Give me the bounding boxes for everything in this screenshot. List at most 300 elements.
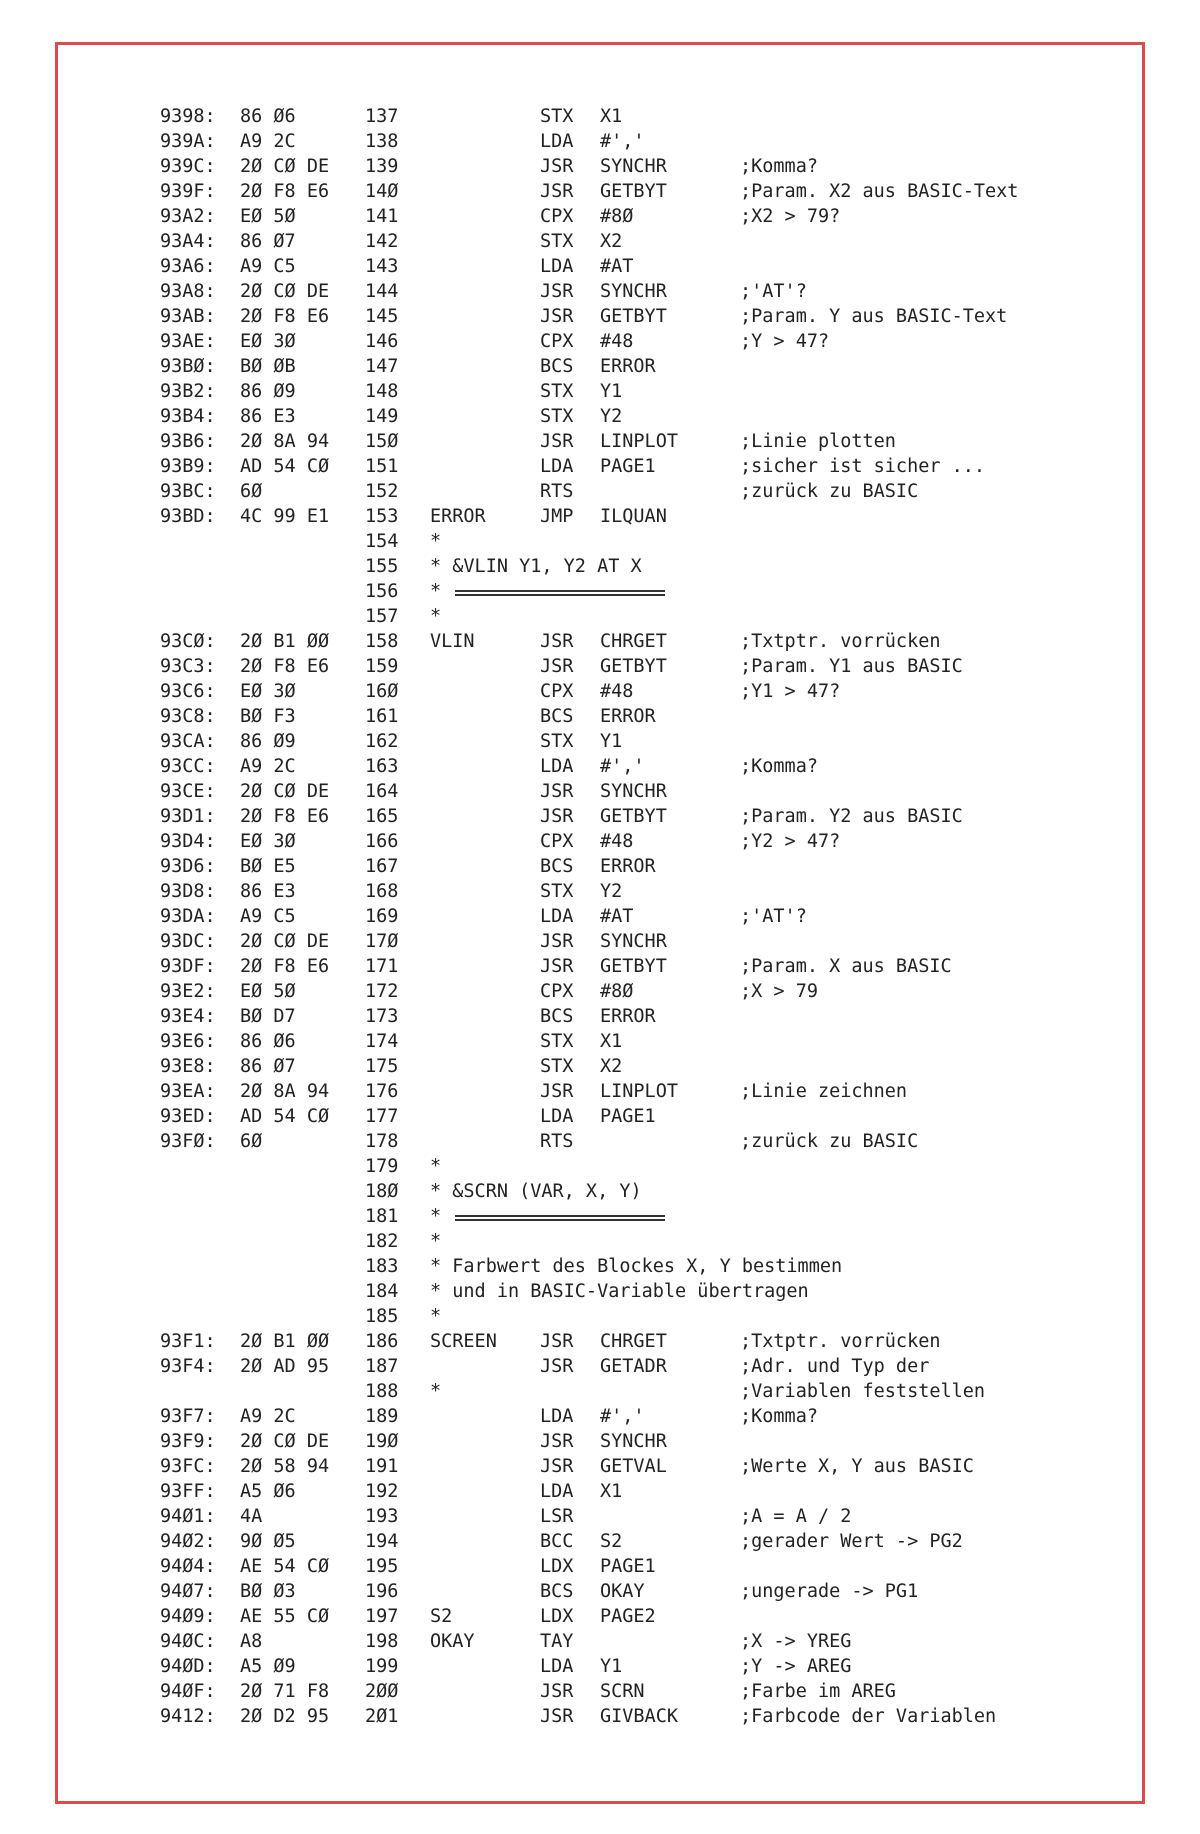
comment: ;Y2 > 47? xyxy=(740,831,841,852)
listing-row xyxy=(160,754,1100,779)
listing-row xyxy=(160,804,1100,829)
mnemonic: JSR xyxy=(540,806,574,827)
mnemonic: LDA xyxy=(540,131,574,152)
comment: ;Param. X2 aus BASIC-Text xyxy=(740,181,1019,202)
opcode-bytes: AE 55 CØ xyxy=(240,1606,330,1627)
operand: #8Ø xyxy=(600,981,634,1002)
address: 93BØ: xyxy=(160,356,216,377)
mnemonic: LDA xyxy=(540,256,574,277)
line-number: 143 xyxy=(365,256,399,277)
listing-row xyxy=(160,229,1100,254)
comment: ;Adr. und Typ der xyxy=(740,1356,930,1377)
mnemonic: JSR xyxy=(540,1706,574,1727)
opcode-bytes: 6Ø xyxy=(240,1131,263,1152)
line-number: 153 xyxy=(365,506,399,527)
listing-row xyxy=(160,379,1100,404)
mnemonic: BCS xyxy=(540,1581,574,1602)
mnemonic: JSR xyxy=(540,931,574,952)
listing-row xyxy=(160,854,1100,879)
listing-row xyxy=(160,1029,1100,1054)
address: 93F4: xyxy=(160,1356,216,1377)
address: 93C6: xyxy=(160,681,216,702)
listing-row xyxy=(160,879,1100,904)
line-number: 184 xyxy=(365,1281,399,1302)
mnemonic: LDA xyxy=(540,906,574,927)
opcode-bytes: AE 54 CØ xyxy=(240,1556,330,1577)
operand: Y2 xyxy=(600,406,623,427)
mnemonic: BCS xyxy=(540,856,574,877)
mnemonic: STX xyxy=(540,406,574,427)
comment: ;Txtptr. vorrücken xyxy=(740,631,941,652)
mnemonic: LDX xyxy=(540,1556,574,1577)
opcode-bytes: 86 Ø6 xyxy=(240,1031,296,1052)
address: 94Ø9: xyxy=(160,1606,216,1627)
comment: ;Linie zeichnen xyxy=(740,1081,908,1102)
address: 93CC: xyxy=(160,756,216,777)
listing-row xyxy=(160,1154,1100,1179)
line-number: 165 xyxy=(365,806,399,827)
line-number: 151 xyxy=(365,456,399,477)
comment: ;Werte X, Y aus BASIC xyxy=(740,1456,974,1477)
mnemonic: BCS xyxy=(540,1006,574,1027)
address: 93A2: xyxy=(160,206,216,227)
listing-row xyxy=(160,1404,1100,1429)
operand: #',' xyxy=(600,756,645,777)
address: 93D4: xyxy=(160,831,216,852)
address: 93BC: xyxy=(160,481,216,502)
opcode-bytes: 86 Ø7 xyxy=(240,1056,296,1077)
operand: CHRGET xyxy=(600,1331,667,1352)
mnemonic: BCS xyxy=(540,706,574,727)
address: 94Ø7: xyxy=(160,1581,216,1602)
listing-row xyxy=(160,779,1100,804)
listing-row xyxy=(160,504,1100,529)
opcode-bytes: 6Ø xyxy=(240,481,263,502)
listing-row xyxy=(160,604,1100,629)
comment: ;Komma? xyxy=(740,1406,818,1427)
opcode-bytes: 9Ø Ø5 xyxy=(240,1531,296,1552)
operand: Y1 xyxy=(600,1656,623,1677)
line-number: 175 xyxy=(365,1056,399,1077)
mnemonic: JSR xyxy=(540,781,574,802)
address: 93E4: xyxy=(160,1006,216,1027)
opcode-bytes: A5 Ø9 xyxy=(240,1656,296,1677)
listing-row xyxy=(160,1379,1100,1404)
listing-row xyxy=(160,254,1100,279)
comment: ;'AT'? xyxy=(740,906,807,927)
listing-row xyxy=(160,1479,1100,1504)
line-number: 193 xyxy=(365,1506,399,1527)
mnemonic: TAY xyxy=(540,1631,574,1652)
comment: ;X -> YREG xyxy=(740,1631,852,1652)
line-number: 191 xyxy=(365,1456,399,1477)
comment: ;A = A / 2 xyxy=(740,1506,852,1527)
listing-row xyxy=(160,1704,1100,1729)
operand: ERROR xyxy=(600,856,656,877)
line-number: 14Ø xyxy=(365,181,399,202)
listing-row xyxy=(160,1529,1100,1554)
address: 93A4: xyxy=(160,231,216,252)
listing-row xyxy=(160,1504,1100,1529)
opcode-bytes: 2Ø 8A 94 xyxy=(240,431,330,452)
line-number: 149 xyxy=(365,406,399,427)
address: 93E8: xyxy=(160,1056,216,1077)
address: 93F1: xyxy=(160,1331,216,1352)
listing-row xyxy=(160,1004,1100,1029)
line-number: 15Ø xyxy=(365,431,399,452)
opcode-bytes: AD 54 CØ xyxy=(240,1106,330,1127)
listing-row xyxy=(160,1354,1100,1379)
mnemonic: STX xyxy=(540,231,574,252)
line-number: 154 xyxy=(365,531,399,552)
address: 9412: xyxy=(160,1706,216,1727)
opcode-bytes: A9 2C xyxy=(240,756,296,777)
mnemonic: JSR xyxy=(540,281,574,302)
listing-row xyxy=(160,179,1100,204)
listing-row xyxy=(160,829,1100,854)
comment: ;ungerade -> PG1 xyxy=(740,1581,919,1602)
opcode-bytes: EØ 5Ø xyxy=(240,981,296,1002)
line-number: 155 xyxy=(365,556,399,577)
comment: ;Variablen feststellen xyxy=(740,1381,986,1402)
listing-row xyxy=(160,1429,1100,1454)
line-number: 163 xyxy=(365,756,399,777)
opcode-bytes: EØ 3Ø xyxy=(240,831,296,852)
opcode-bytes: 2Ø F8 E6 xyxy=(240,956,330,977)
line-number: 171 xyxy=(365,956,399,977)
line-number: 194 xyxy=(365,1531,399,1552)
listing-row xyxy=(160,1629,1100,1654)
operand: PAGE1 xyxy=(600,1556,656,1577)
mnemonic: BCS xyxy=(540,356,574,377)
opcode-bytes: 2Ø 8A 94 xyxy=(240,1081,330,1102)
mnemonic: JSR xyxy=(540,656,574,677)
listing-row xyxy=(160,579,1100,604)
line-number: 2ØØ xyxy=(365,1681,399,1702)
line-number: 169 xyxy=(365,906,399,927)
operand: X2 xyxy=(600,231,623,252)
mnemonic: CPX xyxy=(540,206,574,227)
comment: ;Komma? xyxy=(740,156,818,177)
opcode-bytes: 86 E3 xyxy=(240,881,296,902)
opcode-bytes: 2Ø F8 E6 xyxy=(240,656,330,677)
operand: Y1 xyxy=(600,381,623,402)
operand: ERROR xyxy=(600,1006,656,1027)
opcode-bytes: 2Ø CØ DE xyxy=(240,931,330,952)
line-number: 139 xyxy=(365,156,399,177)
listing-row xyxy=(160,304,1100,329)
address: 93D1: xyxy=(160,806,216,827)
listing-row xyxy=(160,404,1100,429)
address: 93CØ: xyxy=(160,631,216,652)
line-number: 189 xyxy=(365,1406,399,1427)
listing-row xyxy=(160,454,1100,479)
mnemonic: RTS xyxy=(540,481,574,502)
comment: ;Txtptr. vorrücken xyxy=(740,1331,941,1352)
opcode-bytes: 2Ø CØ DE xyxy=(240,281,330,302)
address: 93B6: xyxy=(160,431,216,452)
comment: ;zurück zu BASIC xyxy=(740,481,919,502)
listing-row xyxy=(160,954,1100,979)
operand: S2 xyxy=(600,1531,623,1552)
address: 93FØ: xyxy=(160,1131,216,1152)
opcode-bytes: 86 Ø9 xyxy=(240,731,296,752)
line-number: 164 xyxy=(365,781,399,802)
comment: ;Param. X aus BASIC xyxy=(740,956,952,977)
address: 939F: xyxy=(160,181,216,202)
address: 93AE: xyxy=(160,331,216,352)
line-number: 174 xyxy=(365,1031,399,1052)
line-number: 162 xyxy=(365,731,399,752)
line-number: 152 xyxy=(365,481,399,502)
operand: GETBYT xyxy=(600,956,667,977)
address: 93FC: xyxy=(160,1456,216,1477)
operand: GETBYT xyxy=(600,806,667,827)
comment: ;Y > 47? xyxy=(740,331,830,352)
operand: SYNCHR xyxy=(600,156,667,177)
listing-row xyxy=(160,429,1100,454)
address: 94ØC: xyxy=(160,1631,216,1652)
address: 94ØD: xyxy=(160,1656,216,1677)
comment-line: * &SCRN (VAR, X, Y) xyxy=(430,1181,642,1202)
line-number: 141 xyxy=(365,206,399,227)
operand: #8Ø xyxy=(600,206,634,227)
opcode-bytes: EØ 3Ø xyxy=(240,331,296,352)
line-number: 17Ø xyxy=(365,931,399,952)
listing-row xyxy=(160,729,1100,754)
line-number: 195 xyxy=(365,1556,399,1577)
operand: X1 xyxy=(600,1031,623,1052)
line-number: 19Ø xyxy=(365,1431,399,1452)
opcode-bytes: 86 Ø7 xyxy=(240,231,296,252)
mnemonic: LDA xyxy=(540,1656,574,1677)
comment-line: * xyxy=(430,1206,442,1227)
operand: SCRN xyxy=(600,1681,645,1702)
mnemonic: LSR xyxy=(540,1506,574,1527)
line-number: 197 xyxy=(365,1606,399,1627)
address: 93EA: xyxy=(160,1081,216,1102)
opcode-bytes: A9 C5 xyxy=(240,906,296,927)
line-number: 186 xyxy=(365,1331,399,1352)
line-number: 145 xyxy=(365,306,399,327)
address: 939A: xyxy=(160,131,216,152)
line-number: 178 xyxy=(365,1131,399,1152)
listing-row xyxy=(160,1104,1100,1129)
comment-line: * und in BASIC-Variable übertragen xyxy=(430,1281,809,1302)
opcode-bytes: 2Ø F8 E6 xyxy=(240,181,330,202)
comment: ;Param. Y2 aus BASIC xyxy=(740,806,963,827)
address: 93B9: xyxy=(160,456,216,477)
address: 939C: xyxy=(160,156,216,177)
listing-row xyxy=(160,529,1100,554)
listing-row xyxy=(160,104,1100,129)
operand: #AT xyxy=(600,256,634,277)
listing-row xyxy=(160,629,1100,654)
listing-row xyxy=(160,1254,1100,1279)
opcode-bytes: A5 Ø6 xyxy=(240,1481,296,1502)
operand: OKAY xyxy=(600,1581,645,1602)
operand: #48 xyxy=(600,681,634,702)
listing-row xyxy=(160,1079,1100,1104)
opcode-bytes: 2Ø AD 95 xyxy=(240,1356,330,1377)
comment: ;Komma? xyxy=(740,756,818,777)
comment-line: * xyxy=(430,1156,442,1177)
line-number: 196 xyxy=(365,1581,399,1602)
listing-row xyxy=(160,479,1100,504)
operand: X1 xyxy=(600,1481,623,1502)
listing-row xyxy=(160,1679,1100,1704)
address: 94ØF: xyxy=(160,1681,216,1702)
mnemonic: LDA xyxy=(540,1481,574,1502)
address: 93DA: xyxy=(160,906,216,927)
listing-row xyxy=(160,1579,1100,1604)
opcode-bytes: 2Ø D2 95 xyxy=(240,1706,330,1727)
mnemonic: STX xyxy=(540,881,574,902)
address: 93AB: xyxy=(160,306,216,327)
mnemonic: JSR xyxy=(540,431,574,452)
listing-row xyxy=(160,929,1100,954)
comment: ;sicher ist sicher ... xyxy=(740,456,986,477)
listing-row xyxy=(160,1329,1100,1354)
comment: ;Farbcode der Variablen xyxy=(740,1706,997,1727)
mnemonic: JSR xyxy=(540,1356,574,1377)
opcode-bytes: 2Ø F8 E6 xyxy=(240,806,330,827)
listing-row xyxy=(160,1304,1100,1329)
double-underline-rule xyxy=(455,590,665,596)
line-number: 168 xyxy=(365,881,399,902)
opcode-bytes: 2Ø CØ DE xyxy=(240,1431,330,1452)
label: S2 xyxy=(430,1606,453,1627)
listing-row xyxy=(160,679,1100,704)
operand: SYNCHR xyxy=(600,781,667,802)
label: VLIN xyxy=(430,631,475,652)
line-number: 183 xyxy=(365,1256,399,1277)
opcode-bytes: BØ E5 xyxy=(240,856,296,877)
mnemonic: JSR xyxy=(540,156,574,177)
assembly-listing xyxy=(160,104,1100,1729)
opcode-bytes: 4A xyxy=(240,1506,263,1527)
line-number: 142 xyxy=(365,231,399,252)
comment-line: * xyxy=(430,531,442,552)
opcode-bytes: 86 E3 xyxy=(240,406,296,427)
line-number: 148 xyxy=(365,381,399,402)
mnemonic: STX xyxy=(540,106,574,127)
opcode-bytes: A8 xyxy=(240,1631,263,1652)
opcode-bytes: BØ ØB xyxy=(240,356,296,377)
comment: ;'AT'? xyxy=(740,281,807,302)
opcode-bytes: 86 Ø9 xyxy=(240,381,296,402)
comment: ;Farbe im AREG xyxy=(740,1681,896,1702)
line-number: 176 xyxy=(365,1081,399,1102)
listing-row xyxy=(160,1054,1100,1079)
opcode-bytes: A9 2C xyxy=(240,131,296,152)
listing-row xyxy=(160,1229,1100,1254)
mnemonic: LDA xyxy=(540,756,574,777)
line-number: 137 xyxy=(365,106,399,127)
line-number: 187 xyxy=(365,1356,399,1377)
listing-row xyxy=(160,1454,1100,1479)
mnemonic: STX xyxy=(540,1056,574,1077)
listing-row xyxy=(160,1179,1100,1204)
operand: SYNCHR xyxy=(600,281,667,302)
operand: PAGE1 xyxy=(600,456,656,477)
line-number: 185 xyxy=(365,1306,399,1327)
operand: ILQUAN xyxy=(600,506,667,527)
listing-row xyxy=(160,204,1100,229)
line-number: 173 xyxy=(365,1006,399,1027)
address: 93F7: xyxy=(160,1406,216,1427)
opcode-bytes: EØ 3Ø xyxy=(240,681,296,702)
comment-line: * xyxy=(430,581,442,602)
line-number: 2Ø1 xyxy=(365,1706,399,1727)
mnemonic: LDA xyxy=(540,1406,574,1427)
opcode-bytes: 2Ø B1 ØØ xyxy=(240,631,330,652)
comment-line: * xyxy=(430,1231,442,1252)
address: 93CA: xyxy=(160,731,216,752)
mnemonic: CPX xyxy=(540,981,574,1002)
opcode-bytes: 2Ø 71 F8 xyxy=(240,1681,330,1702)
operand: GETVAL xyxy=(600,1456,667,1477)
mnemonic: JSR xyxy=(540,631,574,652)
mnemonic: BCC xyxy=(540,1531,574,1552)
operand: GIVBACK xyxy=(600,1706,678,1727)
opcode-bytes: BØ F3 xyxy=(240,706,296,727)
operand: LINPLOT xyxy=(600,431,678,452)
comment: ;Y1 > 47? xyxy=(740,681,841,702)
operand: Y2 xyxy=(600,881,623,902)
opcode-bytes: AD 54 CØ xyxy=(240,456,330,477)
opcode-bytes: 86 Ø6 xyxy=(240,106,296,127)
listing-row xyxy=(160,979,1100,1004)
line-number: 182 xyxy=(365,1231,399,1252)
comment: ;gerader Wert -> PG2 xyxy=(740,1531,963,1552)
address: 93F9: xyxy=(160,1431,216,1452)
address: 93ED: xyxy=(160,1106,216,1127)
listing-row xyxy=(160,154,1100,179)
comment: ;zurück zu BASIC xyxy=(740,1131,919,1152)
address: 93CE: xyxy=(160,781,216,802)
line-number: 147 xyxy=(365,356,399,377)
label: * xyxy=(430,1381,442,1402)
comment: ;Param. Y aus BASIC-Text xyxy=(740,306,1008,327)
mnemonic: STX xyxy=(540,731,574,752)
address: 93BD: xyxy=(160,506,216,527)
operand: GETADR xyxy=(600,1356,667,1377)
label: ERROR xyxy=(430,506,486,527)
mnemonic: CPX xyxy=(540,681,574,702)
line-number: 198 xyxy=(365,1631,399,1652)
address: 93E2: xyxy=(160,981,216,1002)
address: 93A8: xyxy=(160,281,216,302)
mnemonic: LDA xyxy=(540,1106,574,1127)
line-number: 156 xyxy=(365,581,399,602)
line-number: 166 xyxy=(365,831,399,852)
operand: X1 xyxy=(600,106,623,127)
comment-line: * &VLIN Y1, Y2 AT X xyxy=(430,556,642,577)
operand: GETBYT xyxy=(600,656,667,677)
line-number: 138 xyxy=(365,131,399,152)
mnemonic: JSR xyxy=(540,181,574,202)
line-number: 16Ø xyxy=(365,681,399,702)
mnemonic: RTS xyxy=(540,1131,574,1152)
opcode-bytes: 4C 99 E1 xyxy=(240,506,330,527)
comment: ;Y -> AREG xyxy=(740,1656,852,1677)
listing-row xyxy=(160,1604,1100,1629)
listing-row xyxy=(160,554,1100,579)
mnemonic: JSR xyxy=(540,1331,574,1352)
mnemonic: CPX xyxy=(540,331,574,352)
listing-row xyxy=(160,704,1100,729)
